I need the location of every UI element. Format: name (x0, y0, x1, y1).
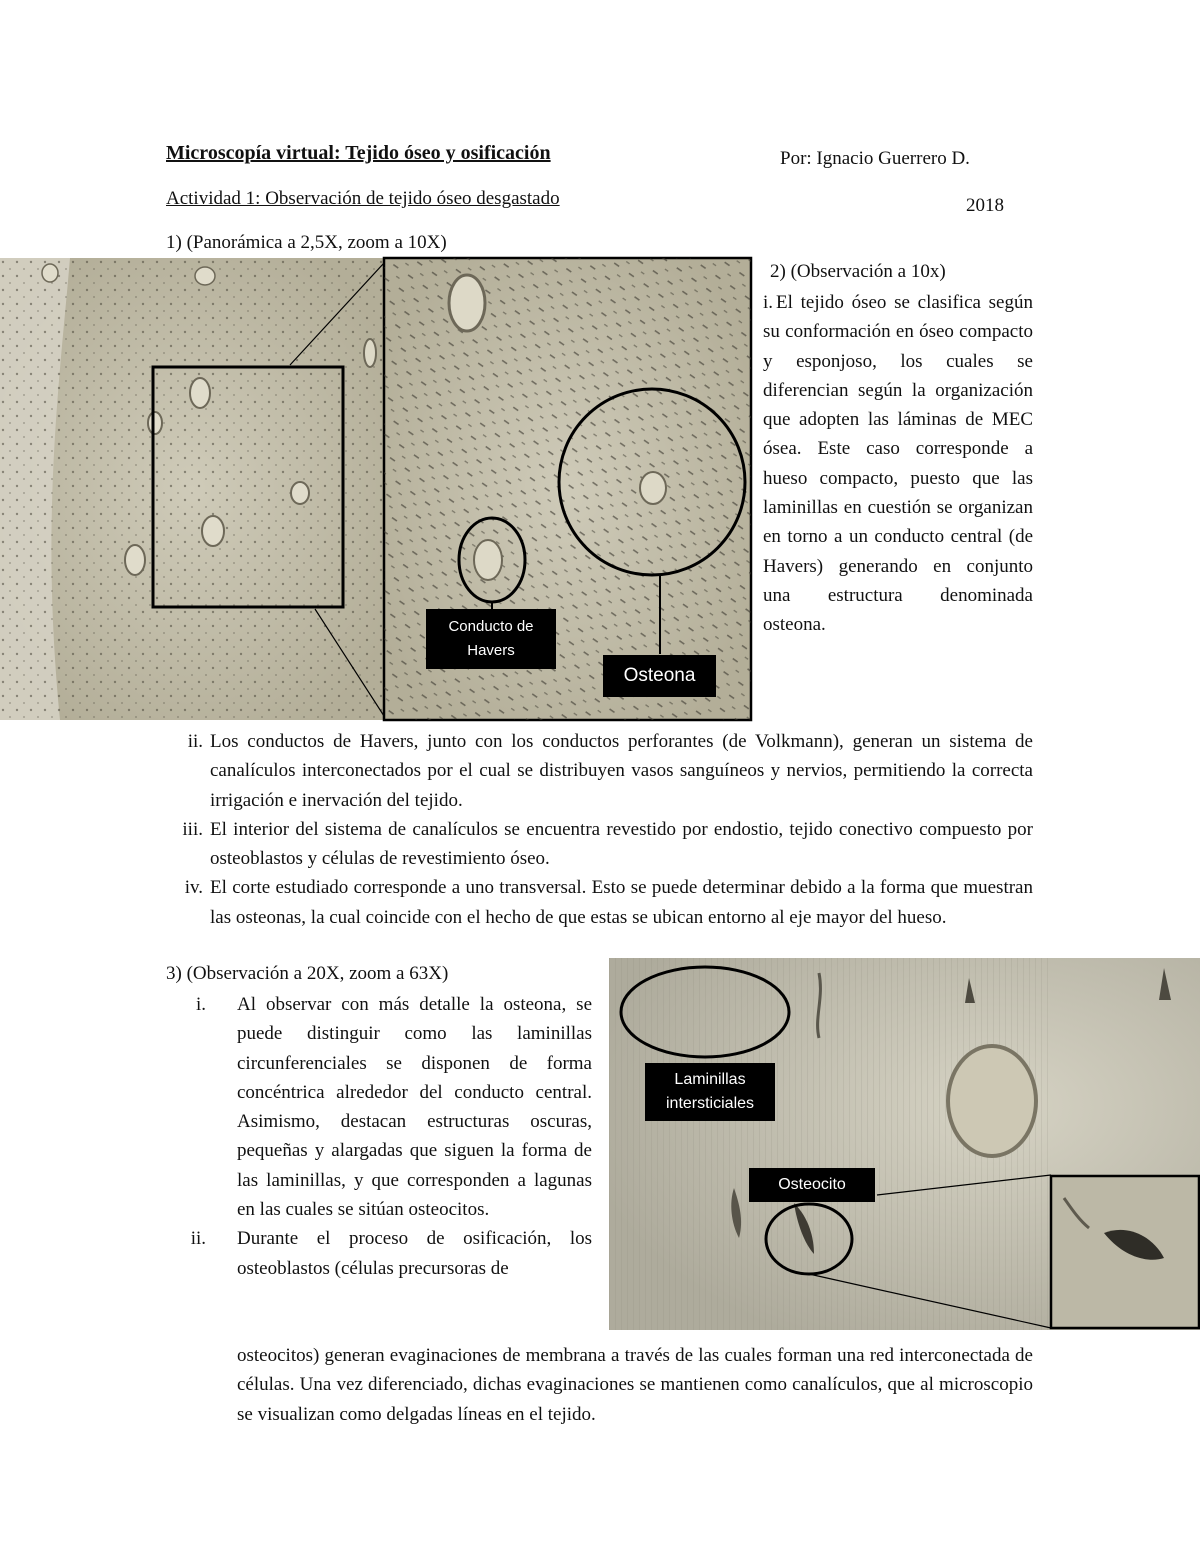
item-number: iii. (182, 818, 203, 840)
list-item (163, 873, 1033, 932)
item-text: El interior del sistema de canalículos se encuentra revestido por endostio, tejido conectivo compuesto por osteoblastos y células de revestimiento óseo. (210, 818, 1033, 870)
item-number: i. (763, 292, 774, 313)
item-number: iv. (184, 877, 203, 899)
label-osteocito: Osteocito (749, 1168, 875, 1202)
section-2-list (163, 727, 1033, 932)
item-text: Durante el proceso de osificación, los osteoblastos (células precursoras de (237, 1228, 592, 1279)
osteocito-zoom-image (1051, 1176, 1199, 1328)
label-laminillas: Laminillas intersticiales (645, 1063, 775, 1121)
item-number: ii. (190, 1228, 206, 1250)
item-text: Los conductos de Havers, junto con los conductos perforantes (de Volkmann), generan un sistema de canalículos interconectados por el cual se distribuyen vasos sanguíneos y nervios, permitiendo la correcta irrigación e inervación del tejido. (210, 731, 1033, 811)
section-3-continuation: osteocitos) generan evaginaciones de membrana a través de las cuales forman una red interconectada de células. Una vez diferenciado, dichas evaginaciones se mantienen como canalículos, que al microscopio se visualizan como delgadas líneas en el tejido. (237, 1345, 1033, 1425)
section-1-heading: 1) (Panorámica a 2,5X, zoom a 10X) (166, 232, 447, 253)
section-3-list (186, 990, 592, 1283)
item-text: Al observar con más detalle la osteona, se puede distinguir como las laminillas circunferenciales se disponen de forma concéntrica alrededor del conducto central. Asimismo, destacan estructuras oscuras, pequeñas y alargadas que siguen la forma de las laminillas, y que corresponden a lagunas en las cuales se sitúan osteocitos. (237, 994, 592, 1221)
section-3-heading: 3) (Observación a 20X, zoom a 63X) (166, 963, 449, 984)
section-2-heading: 2) (Observación a 10x) (770, 261, 946, 282)
section-2-item-i (763, 288, 1033, 640)
document-title: Microscopía virtual: Tejido óseo y osificación (166, 142, 551, 164)
year: 2018 (966, 195, 1004, 216)
item-number: ii. (187, 731, 203, 752)
list-item (163, 815, 1033, 874)
micrograph-osteon-detail (609, 958, 1200, 1330)
item-number: i. (195, 994, 206, 1015)
list-item (186, 990, 592, 1224)
author: Por: Ignacio Guerrero D. (780, 148, 970, 169)
item-text: El corte estudiado corresponde a uno transversal. Esto se puede determinar debido a la forma que muestran las osteonas, la cual coincide con el hecho de que estas se ubican entorno al eje mayor del hueso. (210, 877, 1033, 928)
list-item (163, 727, 1033, 815)
item-text: El tejido óseo se clasifica según su conformación en óseo compacto y esponjoso, los cuales se diferencian según la organización que adopten las láminas de MEC ósea. Este caso corresponde a hueso compacto, puesto que las laminillas en cuestión se organizan en torno a un conducto central (de Havers) generando en conjunto una estructura denominada osteona. (763, 292, 1033, 636)
micrograph-panoramic (0, 258, 752, 720)
list-item (186, 1224, 592, 1283)
label-havers: Conducto de Havers (426, 609, 556, 669)
activity-heading: Actividad 1: Observación de tejido óseo desgastado (166, 188, 560, 209)
label-osteona: Osteona (603, 655, 716, 697)
